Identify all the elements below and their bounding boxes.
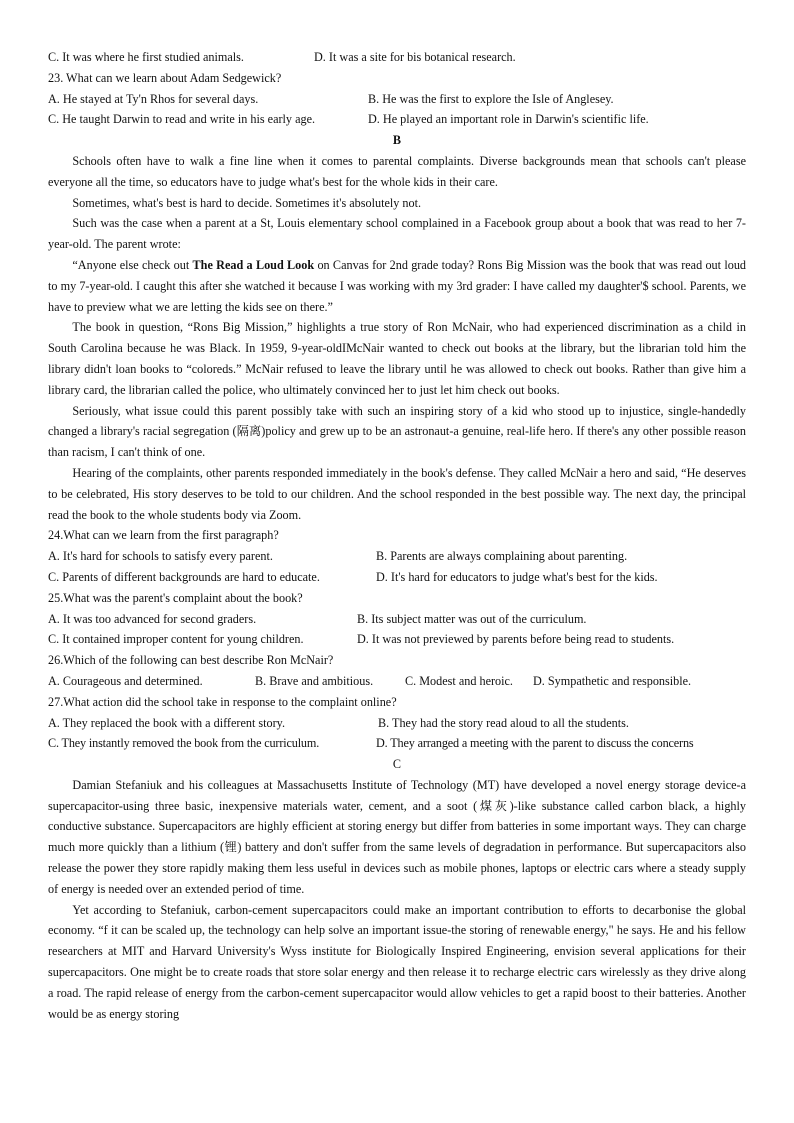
q27-options-ab <box>48 713 746 734</box>
quote-start: “Anyone else check out <box>72 257 193 272</box>
book-title-bold: The Read a Loud Look <box>192 257 315 272</box>
option-q26-a: A. Courageous and determined. <box>48 673 203 688</box>
passage-c-paragraph-1: Damian Stefaniuk and his colleagues at Massachusetts Institute of Technology (MT) have developed a novel energy storage device-a supercapacitor-using three basic, inexpensive materials water, cement, and a soot (煤灰)-like substance called carbon black, a highly conductive substance. Supercapacitors are highly efficient at storing energy but differ from batteries in some important ways. They can charge much more quickly than a lithium (锂) battery and don't suffer from the same levels of degradation in performance. But supercapacitors also release the power they store rapidly making them less useful in devices such as mobile phones, laptops or electric cars where a steady supply of energy is needed over an extended period of time. <box>48 777 746 896</box>
passage-b-paragraph-7: Hearing of the complaints, other parents responded immediately in the book's defense. They called McNair a hero and said, “He deserves to be celebrated, His story deserves to be told to our children. And the school responded in the best possible way. The next day, the principal read the book to the whole students body via Zoom. <box>48 465 746 522</box>
q25-options-cd <box>48 629 746 650</box>
option-q23-c: C. He taught Darwin to read and write in his early age. <box>48 112 316 127</box>
q23-options-cd <box>48 109 746 130</box>
option-q26-c: C. Modest and heroic. <box>405 673 513 688</box>
option-q24-c: C. Parents of different backgrounds are hard to educate. <box>48 569 320 584</box>
passage-b-paragraph-5: The book in question, “Rons Big Mission,” highlights a true story of Ron McNair, who had experienced discrimination as a child in South Carolina because he was Black. In 1959, 9-year-oldIMcNair wanted to check out books at the library, but the librarian told him the library didn't loan books to “coloreds.” McNair refused to leave the library until he was allowed to check out books. Rather than give him a library card, the librarian called the police, who ultimately convinced her to just let him check out books. <box>48 320 746 397</box>
option-q25-a: A. It was too advanced for second graders. <box>48 611 257 626</box>
question-27: 27.What action did the school take in response to the complaint online? <box>48 694 397 709</box>
option-q25-d: D. It was not previewed by parents before being read to students. <box>357 632 675 647</box>
option-q22-d: D. It was a site for bis botanical research. <box>314 50 516 64</box>
q24-options-cd <box>48 567 746 588</box>
question-23: 23. What can we learn about Adam Sedgewick? <box>48 70 282 85</box>
q23-options-ab <box>48 89 746 110</box>
option-q24-d: D. It's hard for educators to judge what's best for the kids. <box>376 569 658 584</box>
option-q25-c: C. It contained improper content for young children. <box>48 632 304 647</box>
passage-b-paragraph-3: Such was the case when a parent at a St, Louis elementary school complained in a Facebook group about a book that was read to her 7-year-old. The parent wrote: <box>48 216 746 252</box>
option-q27-d: D. They arranged a meeting with the parent to discuss the concerns <box>376 736 694 751</box>
passage-c-paragraph-2: Yet according to Stefaniuk, carbon-cement supercapacitors could make an important contribution to efforts to decarbonise the global economy. “f it can be scaled up, the technology can help solve an important issue-the storing of renewable energy," he says. He and his fellow researchers at MIT and Harvard University's Wyss institute for Biologically Inspired Engineering, envision several applications for their supercapacitors. One might be to create roads that store solar energy and then release it to recharge electric cars wirelessly as they drive along a road. The rapid release of energy from the carbon-cement supercapacitor would allow vehicles to get a rapid boost to their batteries. Another would be as energy storing <box>48 902 746 1021</box>
option-q23-a: A. He stayed at Ty'n Rhos for several days. <box>48 91 259 106</box>
passage-b-paragraph-4 <box>48 255 746 317</box>
q22-options-cd <box>48 47 746 68</box>
passage-b-paragraph-2: Sometimes, what's best is hard to decide. Sometimes it's absolutely not. <box>72 195 422 210</box>
question-25: 25.What was the parent's complaint about the book? <box>48 590 303 605</box>
option-q26-d: D. Sympathetic and responsible. <box>533 673 692 688</box>
quote-rest: on Canvas for 2nd grade today? Rons Big Mission was the book that was read out loud to my 7-year-old. I caught this after she watched it because I was working with my 3rd grader: I have called my daughter'$ school. Parents, we have to preview what we are letting the kids see on there.” <box>48 257 747 314</box>
q25-options-ab <box>48 609 746 630</box>
section-c-label: C <box>392 757 402 772</box>
option-q27-b: B. They had the story read aloud to all the students. <box>378 715 629 730</box>
option-q27-c: C. They instantly removed the book from the curriculum. <box>48 736 320 751</box>
q27-options-cd <box>48 733 746 754</box>
option-q24-b: B. Parents are always complaining about parenting. <box>376 549 628 564</box>
option-q22-c: C. It was where he first studied animals. <box>48 50 244 64</box>
section-b-label: B <box>392 133 402 148</box>
option-q23-d: D. He played an important role in Darwin's scientific life. <box>368 112 649 127</box>
option-q23-b: B. He was the first to explore the Isle of Anglesey. <box>368 91 614 106</box>
passage-b-paragraph-1: Schools often have to walk a fine line when it comes to parental complaints. Diverse backgrounds mean that schools can't please everyone all the time, so educators have to judge what's best for the whole kids in their care. <box>48 153 746 189</box>
option-q25-b: B. Its subject matter was out of the curriculum. <box>357 611 587 626</box>
passage-b-paragraph-6: Seriously, what issue could this parent possibly take with such an inspiring story of a kid who stood up to injustice, single-handedly changed a library's racial segregation (隔离)policy and grew up to be an astronaut-a genuine, real-life hero. If there's any other possible reason than racism, I can't think of one. <box>48 403 746 460</box>
q26-options <box>48 671 746 692</box>
question-26: 26.Which of the following can best describe Ron McNair? <box>48 653 334 668</box>
option-q24-a: A. It's hard for schools to satisfy every parent. <box>48 549 273 564</box>
option-q26-b: B. Brave and ambitious. <box>255 673 374 688</box>
question-24: 24.What can we learn from the first paragraph? <box>48 528 279 543</box>
q24-options-ab <box>48 546 746 567</box>
exam-page <box>48 47 746 1024</box>
option-q27-a: A. They replaced the book with a different story. <box>48 715 286 730</box>
